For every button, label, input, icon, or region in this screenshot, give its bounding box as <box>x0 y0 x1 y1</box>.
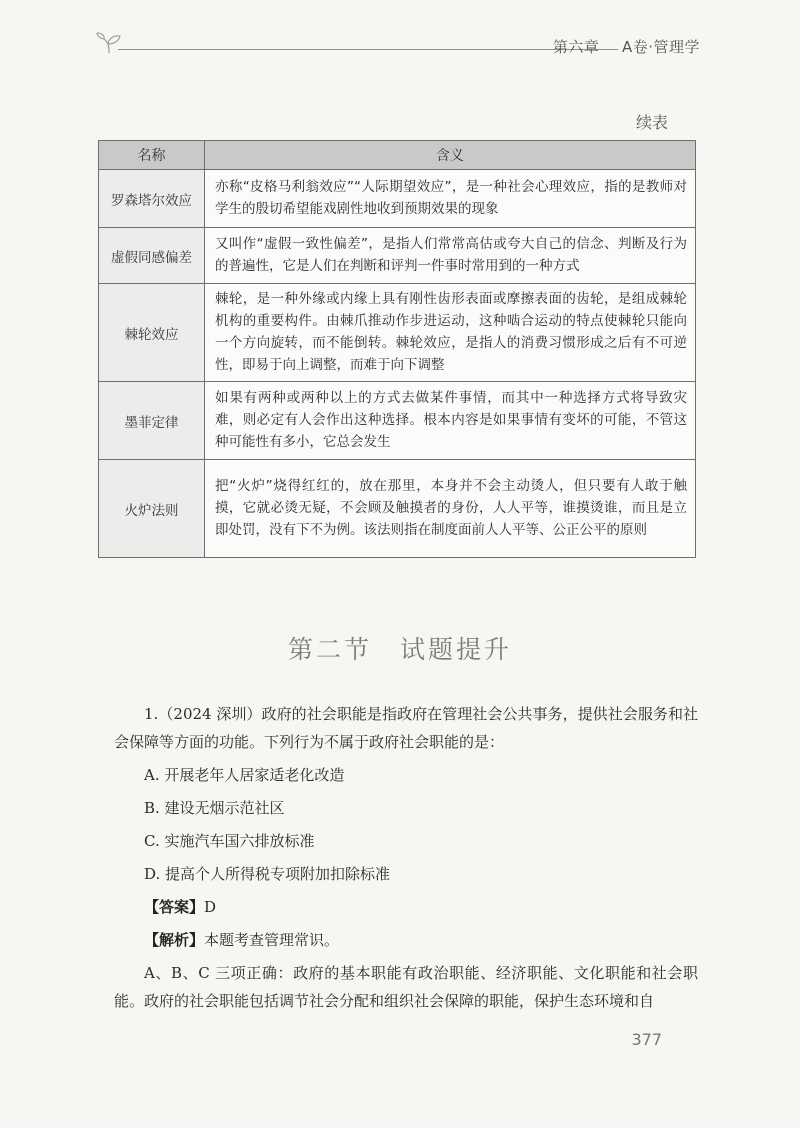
table-row <box>99 460 696 558</box>
section-name: 试题提升 <box>400 635 513 664</box>
table-header-row <box>99 141 696 170</box>
chapter-number: 第六章 <box>552 38 600 56</box>
column-header-meaning: 含义 <box>205 141 696 170</box>
term-name: 罗森塔尔效应 <box>99 170 205 228</box>
term-name: 棘轮效应 <box>99 284 205 382</box>
explanation-text: A、B、C 三项正确：政府的基本职能有政治职能、经济职能、文化职能和社会职能。政府的社会职能包括调节社会分配和组织社会保障的职能，保护生态环境和自 <box>114 964 698 1010</box>
section-title <box>0 630 800 666</box>
table-row <box>99 228 696 284</box>
answer-value: D <box>204 898 217 916</box>
volume-title: A卷·管理学 <box>621 38 700 56</box>
table-row <box>99 284 696 382</box>
term-meaning: 亦称“皮格马利翁效应”“人际期望效应”，是一种社会心理效应，指的是教师对学生的殷切希望能戏剧性地收到预期效果的现象 <box>205 170 696 228</box>
term-meaning: 把“火炉”烧得红红的，放在那里，本身并不会主动烫人，但只要有人敢于触摸，它就必烫无疑，不会顾及触摸者的身份，人人平等，谁摸烫谁，而且是立即处罚，没有下不为例。该法则指在制度面前人人平等、公正公平的原则 <box>205 460 696 558</box>
term-meaning: 如果有两种或两种以上的方式去做某件事情，而其中一种选择方式将导致灾难，则必定有人会作出这种选择。根本内容是如果事情有变坏的可能，不管这种可能性有多小，它总会发生 <box>205 382 696 460</box>
sprout-icon <box>96 32 124 54</box>
answer-line <box>114 893 698 921</box>
analysis-tag: 【解析】 <box>144 931 205 949</box>
option-b: B. 建设无烟示范社区 <box>144 799 285 817</box>
term-name: 虚假同感偏差 <box>99 228 205 284</box>
table-row <box>99 382 696 460</box>
question-block <box>114 700 698 1020</box>
page-number: 377 <box>631 1030 662 1049</box>
answer-tag: 【答案】 <box>144 898 205 916</box>
term-meaning: 又叫作“虚假一致性偏差”，是指人们常常高估或夸大自己的信念、判断及行为的普遍性，它是人们在判断和评判一件事时常用到的一种方式 <box>205 228 696 284</box>
option-c: C. 实施汽车国六排放标准 <box>144 832 315 850</box>
question-stem: 1.（2024 深圳）政府的社会职能是指政府在管理社会公共事务，提供社会服务和社会保障等方面的功能。下列行为不属于政府社会职能的是： <box>114 705 698 751</box>
table-row <box>99 170 696 228</box>
term-meaning: 棘轮，是一种外缘或内缘上具有刚性齿形表面或摩擦表面的齿轮，是组成棘轮机构的重要构件。由棘爪推动作步进运动，这种啮合运动的特点使棘轮只能向一个方向旋转，而不能倒转。棘轮效应，是指人的消费习惯形成之后有不可逆性，即易于向上调整，而难于向下调整 <box>205 284 696 382</box>
header-rule <box>118 49 618 50</box>
page-header <box>96 32 706 62</box>
term-name: 火炉法则 <box>99 460 205 558</box>
column-header-name: 名称 <box>99 141 205 170</box>
analysis-line <box>114 926 698 954</box>
terms-table <box>98 140 696 558</box>
continued-label: 续表 <box>635 113 668 132</box>
option-a: A. 开展老年人居家适老化改造 <box>144 766 345 784</box>
section-number: 第二节 <box>287 635 372 664</box>
term-name: 墨菲定律 <box>99 382 205 460</box>
analysis-text: 本题考查管理常识。 <box>204 931 340 949</box>
option-d: D. 提高个人所得税专项附加扣除标准 <box>144 865 391 883</box>
chapter-label <box>553 36 700 57</box>
